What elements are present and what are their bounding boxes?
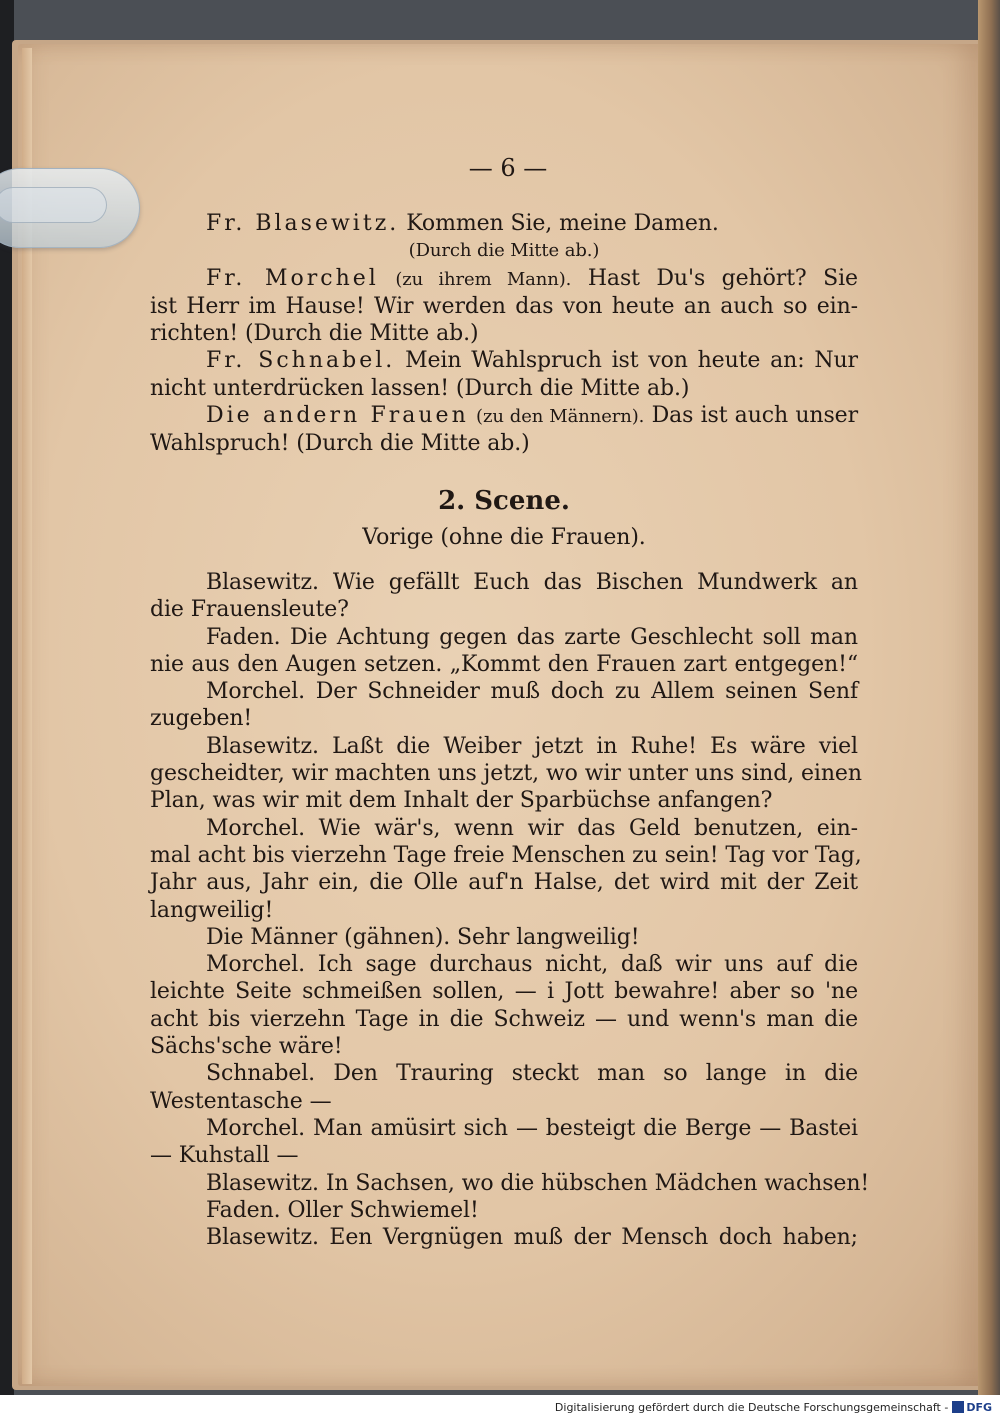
paper-edge [22,48,32,1384]
speaker-name: Fr. Blasewitz. [206,211,400,236]
page-number: — 6 — [468,154,548,182]
dfg-logo-icon [952,1401,964,1413]
page-text [150,150,870,1251]
text-line: richten! (Durch die Mitte ab.) [150,321,479,347]
stage-direction: (Durch die Mitte ab.) [408,240,600,262]
stage-direction: (zu ihrem Mann). [395,268,572,290]
dialogue-text: Kommen Sie, meine Damen. [406,211,719,236]
text-line: Blasewitz. In Sachsen, wo die hübschen Mädchen wachsen! [206,1170,870,1196]
stage-direction: (zu den Männern). [476,406,645,428]
text-line: leichte Seite schmeißen sollen, — i Jott bewahre! aber so 'ne [150,979,858,1005]
dialogue-text: Mein Wahlspruch ist von heute an: Nur [405,348,858,374]
text-line [150,265,858,293]
text-line: Blasewitz. Wie gefällt Euch das Bischen Mundwerk an [206,569,858,595]
text-line: Blasewitz. Laßt die Weiber jetzt in Ruhe! Es wäre viel [206,733,858,759]
dfg-logo-text: DFG [966,1400,992,1414]
speaker-name: Fr. Schnabel. [206,348,396,374]
text-line: Morchel. Man amüsirt sich — besteigt die Berge — Bastei [206,1115,858,1141]
text-line: acht bis vierzehn Tage in die Schweiz — und wenn's man die [150,1006,858,1032]
scene-subheading: Vorige (ohne die Frauen). [362,524,646,550]
text-line: Plan, was wir mit dem Inhalt der Sparbüchse anfangen? [150,788,773,814]
speaker-name: Die andern Frauen [206,403,469,429]
dialogue-text: Das ist auch unser [651,403,858,429]
scene-heading: 2. Scene. [438,485,570,516]
text-line: Die Männer (gähnen). Sehr langweilig! [206,924,640,950]
text-line: Westentasche — [150,1088,332,1114]
paper-clip [0,168,140,248]
text-line [150,210,858,237]
footer-text: Digitalisierung gefördert durch die Deutsche Forschungsgemeinschaft - [554,1400,949,1414]
dfg-logo [952,1401,992,1414]
text-line: Morchel. Der Schneider muß doch zu Allem seinen Senf [206,679,858,705]
text-line: Faden. Die Achtung gegen das zarte Geschlecht soll man [206,624,858,650]
text-line: zugeben! [150,706,253,732]
text-line: nie aus den Augen setzen. „Kommt den Frauen zart entgegen!“ [150,651,858,677]
text-line [150,347,858,374]
text-line: nicht unterdrücken lassen! (Durch die Mitte ab.) [150,375,690,401]
text-line: langweilig! [150,897,274,923]
text-line: Wahlspruch! (Durch die Mitte ab.) [150,431,530,457]
text-line: Jahr aus, Jahr ein, die Olle auf'n Halse, det wird mit der Zeit [150,870,858,896]
speaker-name: Fr. Morchel [206,265,379,291]
dialogue-text: Hast Du's gehört? Sie [587,265,858,291]
text-line: Sächs'sche wäre! [150,1034,343,1060]
text-line [150,402,858,430]
text-line: ist Herr im Hause! Wir werden das von heute an auch so ein- [150,293,858,319]
text-line: Morchel. Ich sage durchaus nicht, daß wir uns auf die [206,952,858,978]
text-line: Morchel. Wie wär's, wenn wir das Geld benutzen, ein- [206,815,858,841]
spacer [150,551,858,569]
text-line: die Frauensleute? [150,597,349,623]
text-line: Faden. Oller Schwiemel! [206,1197,479,1223]
text-line: gescheidter, wir machten uns jetzt, wo wir unter uns sind, einen [150,761,862,787]
book-edge [978,0,1000,1395]
text-line: Schnabel. Den Trauring steckt man so lange in die [206,1061,858,1087]
digitization-footer [555,1397,992,1417]
text-line: — Kuhstall — [150,1143,299,1169]
text-line: mal acht bis vierzehn Tage freie Menschen zu sein! Tag vor Tag, [150,842,862,868]
text-line: Blasewitz. Een Vergnügen muß der Mensch doch haben; [206,1225,858,1251]
